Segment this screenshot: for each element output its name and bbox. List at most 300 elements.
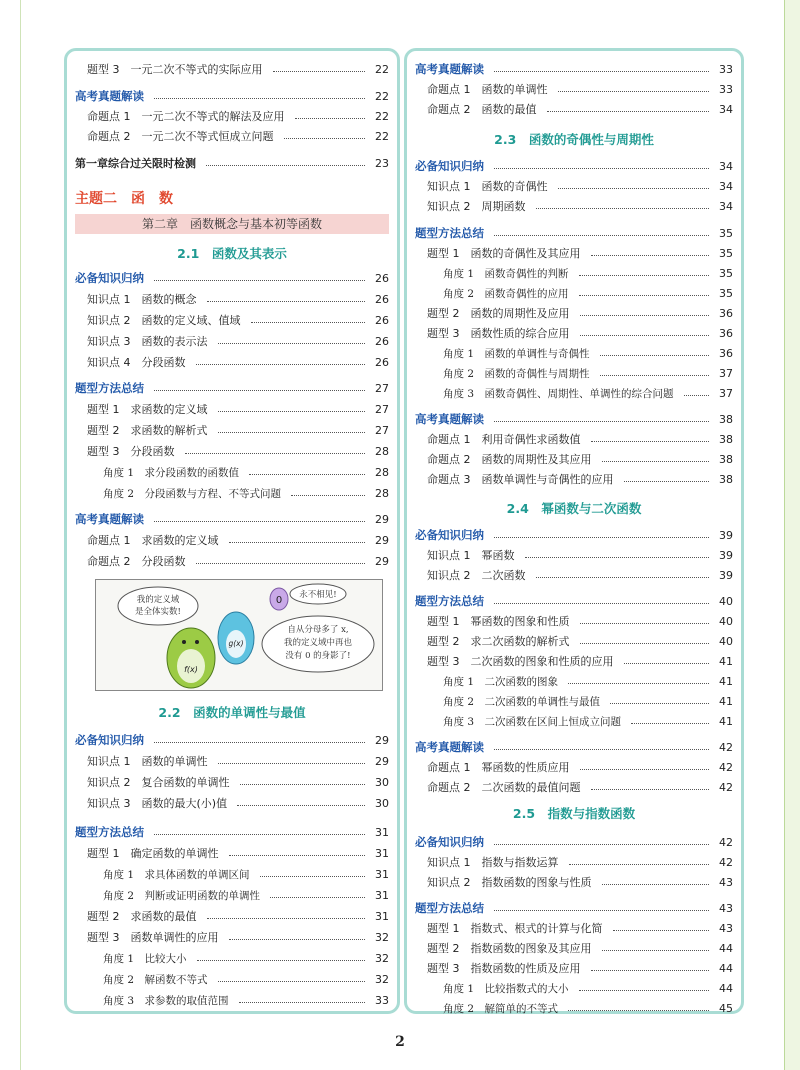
entry-title: 题型 2 求函数的最值 <box>87 910 197 923</box>
bubble3-line2: 我的定义域中再也 <box>283 638 353 648</box>
entry-title: 角度 1 求分段函数的函数值 <box>103 466 240 479</box>
toc-entry[interactable] <box>75 420 389 440</box>
dot-leader <box>239 1002 365 1003</box>
toc-entry[interactable] <box>75 969 389 989</box>
toc-entry[interactable] <box>415 691 733 711</box>
toc-entry[interactable] <box>75 751 389 771</box>
page-ref: 41 <box>719 674 733 688</box>
entry-title: 题型 1 幂函数的图象和性质 <box>427 615 570 628</box>
page-ref: 22 <box>375 62 389 76</box>
toc-entry[interactable] <box>75 530 389 550</box>
toc-entry[interactable] <box>415 978 733 998</box>
section-title: 高考真题解读 <box>415 62 484 76</box>
page-ref: 38 <box>719 472 733 486</box>
page-ref: 44 <box>719 941 733 955</box>
entry-title: 知识点 1 函数的单调性 <box>87 755 208 768</box>
entry-title: 角度 1 比较大小 <box>103 952 187 965</box>
dot-leader <box>580 769 710 770</box>
dot-leader <box>494 421 709 422</box>
page-ref: 44 <box>719 981 733 995</box>
toc-entry[interactable] <box>75 906 389 926</box>
toc-section[interactable] <box>415 898 733 918</box>
page-ref: 37 <box>719 386 733 400</box>
bubble2-text: 永不相见! <box>299 590 337 600</box>
page-ref: 23 <box>375 156 389 170</box>
entry-title: 题型 2 指数函数的图象及其应用 <box>427 942 592 955</box>
entry-title: 命题点 2 二次函数的最值问题 <box>427 781 581 794</box>
dot-leader <box>600 375 709 376</box>
dot-leader <box>591 441 710 442</box>
page-ref: 42 <box>719 780 733 794</box>
section-title: 必备知识归纳 <box>415 528 484 542</box>
page-ref: 39 <box>719 568 733 582</box>
toc-section[interactable] <box>75 509 389 529</box>
entry-title: 知识点 2 函数的定义域、值域 <box>87 314 241 327</box>
section-title: 必备知识归纳 <box>75 271 144 285</box>
label-f: f(x) <box>184 665 198 674</box>
page-ref: 26 <box>375 355 389 369</box>
bubble1-line1: 我的定义域 <box>136 595 180 605</box>
entry-title: 角度 1 函数的单调性与奇偶性 <box>443 347 590 360</box>
toc-entry[interactable] <box>75 885 389 905</box>
subhead-2-3: 2.3 函数的奇偶性与周期性 <box>494 132 654 147</box>
subhead-2-2: 2.2 函数的单调性与最值 <box>158 705 306 720</box>
dot-leader <box>580 315 710 316</box>
toc-entry[interactable] <box>415 958 733 978</box>
page-ref: 35 <box>719 226 733 240</box>
entry-title: 题型 3 分段函数 <box>87 445 175 458</box>
entry-title: 角度 3 求参数的取值范围 <box>103 994 229 1007</box>
page-ref: 29 <box>375 554 389 568</box>
dot-leader <box>154 834 365 835</box>
toc-entry[interactable] <box>415 757 733 777</box>
subhead-2-4: 2.4 幂函数与二次函数 <box>506 501 642 516</box>
bubble1-line2: 是全体实数! <box>135 607 181 617</box>
page-ref: 32 <box>375 930 389 944</box>
page-ref: 22 <box>375 109 389 123</box>
entry-title: 题型 1 指数式、根式的计算与化简 <box>427 922 603 935</box>
dot-leader <box>196 364 366 365</box>
page-ref: 29 <box>375 733 389 747</box>
entry-title: 题型 2 求二次函数的解析式 <box>427 635 570 648</box>
dot-leader <box>218 343 366 344</box>
page-ref: 33 <box>375 993 389 1007</box>
dot-leader <box>185 453 366 454</box>
page-ref: 39 <box>719 528 733 542</box>
toc-entry[interactable] <box>75 793 389 813</box>
toc-entry[interactable] <box>75 441 389 461</box>
toc-entry[interactable] <box>75 462 389 482</box>
toc-entry[interactable] <box>415 176 733 196</box>
page-ref: 45 <box>719 1001 733 1015</box>
entry-title: 题型 3 一元二次不等式的实际应用 <box>87 63 263 76</box>
toc-entry[interactable] <box>75 483 389 503</box>
entry-title: 知识点 2 二次函数 <box>427 569 526 582</box>
dot-leader <box>600 355 709 356</box>
entry-title: 命题点 2 函数的周期性及其应用 <box>427 453 592 466</box>
toc-entry[interactable] <box>415 79 733 99</box>
entry-title: 题型 2 求函数的解析式 <box>87 424 208 437</box>
penguin-f-eye <box>182 640 186 644</box>
dot-leader <box>602 950 710 951</box>
toc-section[interactable] <box>415 59 733 79</box>
toc-entry[interactable] <box>415 671 733 691</box>
toc-entry[interactable] <box>415 469 733 489</box>
toc-entry[interactable] <box>415 777 733 797</box>
toc-entry[interactable] <box>415 449 733 469</box>
entry-title: 知识点 2 指数函数的图象与性质 <box>427 876 592 889</box>
toc-entry[interactable] <box>75 153 389 173</box>
toc-entry[interactable] <box>415 872 733 892</box>
dot-leader <box>631 723 709 724</box>
dot-leader <box>494 168 709 169</box>
toc-entry[interactable] <box>415 651 733 671</box>
toc-entry[interactable] <box>75 331 389 351</box>
dot-leader <box>494 537 709 538</box>
section-title: 高考真题解读 <box>75 89 144 103</box>
page-ref: 42 <box>719 760 733 774</box>
bubble3-line1: 自从分母多了 x, <box>287 625 349 635</box>
dot-leader <box>295 118 366 119</box>
dot-leader <box>273 71 366 72</box>
label-g: g(x) <box>228 639 244 648</box>
entry-title: 角度 3 二次函数在区间上恒成立问题 <box>443 715 622 728</box>
entry-title: 角度 1 求具体函数的单调区间 <box>103 868 250 881</box>
page-ref: 31 <box>375 825 389 839</box>
toc-entry[interactable] <box>75 927 389 947</box>
dot-leader <box>229 939 366 940</box>
entry-title: 题型 3 指数函数的性质及应用 <box>427 962 581 975</box>
toc-entry[interactable] <box>75 310 389 330</box>
toc-entry[interactable] <box>415 343 733 363</box>
dot-leader <box>494 71 709 72</box>
dot-leader <box>251 322 366 323</box>
section-title: 必备知识归纳 <box>415 159 484 173</box>
toc-section[interactable] <box>415 156 733 176</box>
page-ref: 33 <box>719 62 733 76</box>
page-ref: 44 <box>719 961 733 975</box>
page-ref: 43 <box>719 901 733 915</box>
page-ref: 27 <box>375 381 389 395</box>
page-ref: 31 <box>375 867 389 881</box>
dot-leader <box>602 884 710 885</box>
page-ref: 40 <box>719 614 733 628</box>
entry-title: 命题点 2 一元二次不等式恒成立问题 <box>87 130 274 143</box>
toc-entry[interactable] <box>415 918 733 938</box>
page-ref: 39 <box>719 548 733 562</box>
page-ref: 31 <box>375 846 389 860</box>
section-title: 高考真题解读 <box>75 512 144 526</box>
page-ref: 40 <box>719 634 733 648</box>
toc-entry[interactable] <box>415 611 733 631</box>
entry-title: 题型 2 函数的周期性及应用 <box>427 307 570 320</box>
page-ref: 29 <box>375 754 389 768</box>
dot-leader <box>579 275 709 276</box>
dot-leader <box>591 970 710 971</box>
dot-leader <box>579 295 709 296</box>
toc-entry[interactable] <box>415 363 733 383</box>
page-ref: 29 <box>375 512 389 526</box>
dot-leader <box>154 280 365 281</box>
page-ref: 35 <box>719 286 733 300</box>
page-ref: 28 <box>375 444 389 458</box>
speech-bubble-1 <box>118 587 198 625</box>
dot-leader <box>494 749 709 750</box>
toc-entry[interactable] <box>75 864 389 884</box>
toc-entry[interactable] <box>415 196 733 216</box>
toc-section[interactable] <box>75 268 389 288</box>
entry-title: 命题点 1 一元二次不等式的解法及应用 <box>87 110 285 123</box>
page-ref: 34 <box>719 199 733 213</box>
dot-leader <box>207 301 366 302</box>
toc-entry[interactable] <box>415 631 733 651</box>
dot-leader <box>218 411 366 412</box>
page-edge-line <box>20 0 21 1070</box>
entry-title: 角度 1 函数奇偶性的判断 <box>443 267 569 280</box>
dot-leader <box>229 855 366 856</box>
dot-leader <box>154 98 365 99</box>
toc-section[interactable] <box>75 378 389 398</box>
page-ref: 30 <box>375 796 389 810</box>
dot-leader <box>270 897 365 898</box>
dot-leader <box>154 521 365 522</box>
dot-leader <box>229 542 366 543</box>
dot-leader <box>218 432 366 433</box>
page-ref: 34 <box>719 159 733 173</box>
subhead-2-1: 2.1 函数及其表示 <box>177 246 287 261</box>
entry-title: 题型 1 函数的奇偶性及其应用 <box>427 247 581 260</box>
dot-leader <box>569 864 710 865</box>
dot-leader <box>624 481 710 482</box>
entry-title: 命题点 2 分段函数 <box>87 555 186 568</box>
page-ref: 22 <box>375 89 389 103</box>
dot-leader <box>568 683 709 684</box>
dot-leader <box>558 91 710 92</box>
toc-entry[interactable] <box>75 126 389 146</box>
toc-section[interactable] <box>415 409 733 429</box>
page-ref: 33 <box>719 82 733 96</box>
dot-leader <box>494 844 709 845</box>
entry-title: 角度 2 函数的奇偶性与周期性 <box>443 367 590 380</box>
page-ref: 36 <box>719 346 733 360</box>
entry-title: 题型 1 确定函数的单调性 <box>87 847 219 860</box>
page-ref: 31 <box>375 909 389 923</box>
dot-leader <box>624 663 710 664</box>
dot-leader <box>536 577 710 578</box>
penguin-f-eye <box>195 640 199 644</box>
cartoon-illustration <box>95 579 383 691</box>
entry-title: 命题点 1 幂函数的性质应用 <box>427 761 570 774</box>
page-ref: 34 <box>719 179 733 193</box>
toc-entry[interactable] <box>415 383 733 403</box>
entry-title: 知识点 2 复合函数的单调性 <box>87 776 230 789</box>
dot-leader <box>580 335 710 336</box>
dot-leader <box>260 876 365 877</box>
toc-entry[interactable] <box>415 243 733 263</box>
dot-leader <box>580 623 710 624</box>
label-zero: 0 <box>275 595 283 606</box>
dot-leader <box>196 563 366 564</box>
dot-leader <box>568 1010 709 1011</box>
page-ref: 36 <box>719 326 733 340</box>
page-ref: 38 <box>719 432 733 446</box>
entry-title: 知识点 1 幂函数 <box>427 549 515 562</box>
page-ref: 42 <box>719 740 733 754</box>
entry-title: 题型 1 求函数的定义域 <box>87 403 208 416</box>
toc-section[interactable] <box>75 730 389 750</box>
dot-leader <box>218 763 366 764</box>
dot-leader <box>249 474 365 475</box>
toc-entry[interactable] <box>415 711 733 731</box>
theme-title: 主题二 函 数 <box>75 191 173 207</box>
page-ref: 26 <box>375 313 389 327</box>
toc-entry[interactable] <box>415 545 733 565</box>
entry-title: 命题点 1 函数的单调性 <box>427 83 548 96</box>
entry-title: 第一章综合过关限时检测 <box>75 157 196 170</box>
entry-title: 知识点 2 周期函数 <box>427 200 526 213</box>
dot-leader <box>494 910 709 911</box>
toc-section[interactable] <box>75 822 389 842</box>
page-ref: 27 <box>375 402 389 416</box>
page-ref: 42 <box>719 855 733 869</box>
page-ref: 41 <box>719 694 733 708</box>
dot-leader <box>291 495 365 496</box>
page-ref: 32 <box>375 972 389 986</box>
page-ref: 28 <box>375 465 389 479</box>
entry-title: 角度 1 二次函数的图象 <box>443 675 559 688</box>
dot-leader <box>154 742 365 743</box>
dot-leader <box>494 235 709 236</box>
toc-section[interactable] <box>75 86 389 106</box>
toc-entry[interactable] <box>75 399 389 419</box>
chapter-bar: 第二章 函数概念与基本初等函数 <box>75 214 389 234</box>
entry-title: 知识点 1 指数与指数运算 <box>427 856 559 869</box>
dot-leader <box>197 960 365 961</box>
page-ref: 28 <box>375 486 389 500</box>
page-ref: 34 <box>719 102 733 116</box>
entry-title: 题型 3 二次函数的图象和性质的应用 <box>427 655 614 668</box>
toc-section[interactable] <box>415 591 733 611</box>
toc-entry[interactable] <box>415 998 733 1018</box>
page-ref: 38 <box>719 452 733 466</box>
page-ref: 41 <box>719 654 733 668</box>
dot-leader <box>558 188 710 189</box>
toc-entry[interactable] <box>75 990 389 1010</box>
dot-leader <box>613 930 710 931</box>
toc-entry[interactable] <box>75 843 389 863</box>
entry-title: 题型 3 函数单调性的应用 <box>87 931 219 944</box>
entry-title: 命题点 2 函数的最值 <box>427 103 537 116</box>
page-ref: 31 <box>375 888 389 902</box>
entry-title: 角度 1 比较指数式的大小 <box>443 982 569 995</box>
page-ref: 40 <box>719 594 733 608</box>
toc-entry[interactable] <box>415 565 733 585</box>
dot-leader <box>591 255 710 256</box>
page-ref: 29 <box>375 533 389 547</box>
entry-title: 命题点 3 函数单调性与奇偶性的应用 <box>427 473 614 486</box>
toc-section[interactable] <box>415 737 733 757</box>
entry-title: 角度 2 解函数不等式 <box>103 973 208 986</box>
dot-leader <box>579 990 709 991</box>
toc-entry[interactable] <box>415 429 733 449</box>
page-ref: 42 <box>719 835 733 849</box>
dot-leader <box>284 138 366 139</box>
entry-title: 命题点 1 利用奇偶性求函数值 <box>427 433 581 446</box>
dot-leader <box>218 981 365 982</box>
toc-entry[interactable] <box>415 99 733 119</box>
bubble3-line3: 没有 0 的身影了! <box>285 651 351 661</box>
page-ref: 22 <box>375 129 389 143</box>
dot-leader <box>207 918 366 919</box>
toc-entry[interactable] <box>415 283 733 303</box>
subhead-2-5: 2.5 指数与指数函数 <box>512 806 636 821</box>
entry-title: 角度 2 解简单的不等式 <box>443 1002 559 1015</box>
toc-entry[interactable] <box>415 303 733 323</box>
page-ref: 32 <box>375 951 389 965</box>
section-title: 题型方法总结 <box>415 901 484 915</box>
section-title: 高考真题解读 <box>415 412 484 426</box>
page-ref: 35 <box>719 246 733 260</box>
page-ref: 30 <box>375 775 389 789</box>
section-title: 题型方法总结 <box>415 594 484 608</box>
page-ref: 38 <box>719 412 733 426</box>
toc-section[interactable] <box>415 525 733 545</box>
entry-title: 命题点 1 求函数的定义域 <box>87 534 219 547</box>
section-title: 必备知识归纳 <box>75 733 144 747</box>
toc-entry[interactable] <box>415 852 733 872</box>
page-number: 2 <box>395 1034 405 1050</box>
dot-leader <box>206 165 365 166</box>
toc-entry[interactable] <box>415 323 733 343</box>
page-ref: 26 <box>375 334 389 348</box>
toc-left-panel <box>64 48 400 1014</box>
page-ref: 27 <box>375 423 389 437</box>
cartoon-svg <box>96 580 382 690</box>
dot-leader <box>591 789 710 790</box>
entry-title: 知识点 1 函数的奇偶性 <box>427 180 548 193</box>
dot-leader <box>547 111 710 112</box>
toc-entry[interactable] <box>75 551 389 571</box>
page-ref: 43 <box>719 921 733 935</box>
dot-leader <box>494 603 709 604</box>
toc-section[interactable] <box>415 223 733 243</box>
toc-entry[interactable] <box>75 106 389 126</box>
page-ref: 26 <box>375 271 389 285</box>
toc-entry[interactable] <box>75 352 389 372</box>
section-title: 必备知识归纳 <box>415 835 484 849</box>
dot-leader <box>154 390 365 391</box>
dot-leader <box>684 395 709 396</box>
toc-entry[interactable] <box>415 938 733 958</box>
page-edge-strip <box>784 0 800 1070</box>
entry-title: 知识点 3 函数的表示法 <box>87 335 208 348</box>
toc-entry[interactable] <box>75 289 389 309</box>
entry-title: 角度 2 判断或证明函数的单调性 <box>103 889 261 902</box>
entry-title: 角度 3 函数奇偶性、周期性、单调性的综合问题 <box>443 387 674 400</box>
toc-entry[interactable] <box>75 59 389 79</box>
page-ref: 35 <box>719 266 733 280</box>
page-ref: 26 <box>375 292 389 306</box>
toc-entry[interactable] <box>75 948 389 968</box>
toc-section[interactable] <box>415 832 733 852</box>
entry-title: 知识点 3 函数的最大(小)值 <box>87 797 228 810</box>
dot-leader <box>580 643 710 644</box>
entry-title: 知识点 4 分段函数 <box>87 356 186 369</box>
entry-title: 角度 2 函数奇偶性的应用 <box>443 287 569 300</box>
toc-entry[interactable] <box>75 772 389 792</box>
toc-entry[interactable] <box>415 263 733 283</box>
page-ref: 43 <box>719 875 733 889</box>
